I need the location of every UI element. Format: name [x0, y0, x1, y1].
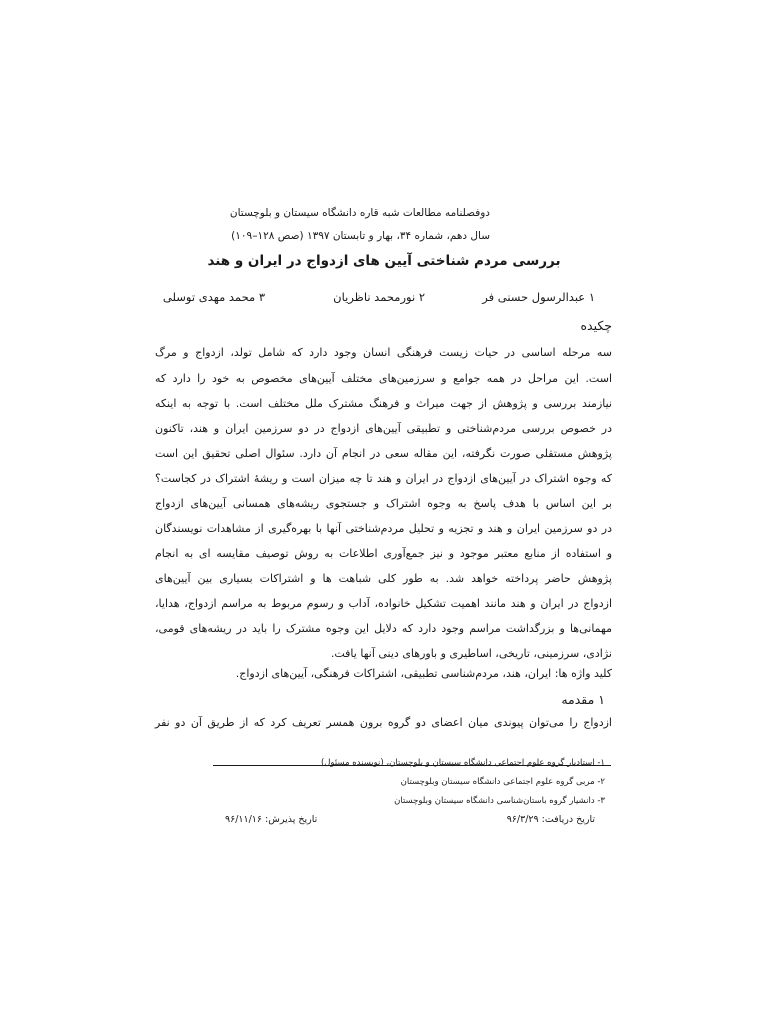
author-3: ۳ محمد مهدی توسلی: [162, 290, 265, 304]
section-heading-introduction: ۱ مقدمه: [561, 692, 605, 707]
abstract-line: نیازمند بررسی و پژوهش از جهت میراث و فرهنگ مشترک ملل مختلف است. با توجه به اینکه: [155, 397, 612, 410]
journal-issue: سال دهم، شماره ۳۴، بهار و تابستان ۱۳۹۷ (صص ۱۲۸–۱۰۹): [231, 230, 490, 242]
accepted-date: تاریخ پذیرش: ۹۶/۱۱/۱۶: [225, 814, 318, 825]
article-title: بررسی مردم شناختی آیین های ازدواج در ایران و هند: [207, 253, 561, 269]
footnote-2: ۲- مربی گروه علوم اجتماعی دانشگاه سیستان وبلوچستان: [400, 777, 605, 787]
abstract-line: مهمانی‌ها و بزرگداشت مراسم وجود دارد که دلایل این وجوه مشترک را باید در ریشه‌های قومی،: [155, 622, 612, 635]
keywords-line: کلید واژه ها: ایران، هند، مردم‌شناسی تطبیقی، اشتراکات فرهنگی، آیین‌های ازدواج.: [235, 667, 612, 680]
abstract-line: در خصوص بررسی مردم‌شناختی و تطبیقی آیین‌های ازدواج در دو سرزمین ایران و هند، تاکنون: [155, 422, 612, 435]
abstract-heading: چکیده: [580, 318, 612, 333]
author-2: ۲ نورمحمد ناظریان: [333, 290, 425, 304]
footnote-3: ۳- دانشیار گروه باستان‌شناسی دانشگاه سیستان وبلوچستان: [394, 796, 605, 806]
abstract-line: است. این مراحل در همه جوامع و سرزمین‌های مختلف آیین‌های مخصوص به خود را دارد که: [155, 372, 612, 385]
introduction-line: ازدواج را می‌توان پیوندی میان اعضای دو گروه برون همسر تعریف کرد که از طریق آن دو نفر: [155, 716, 612, 729]
abstract-line: در دو سرزمین ایران و هند و تجزیه و تحلیل مردم‌شناختی آنها با بهره‌گیری از مشاهدات نویسندگان: [155, 522, 612, 535]
author-1: ۱ عبدالرسول حسنی فر: [482, 290, 595, 304]
journal-name: دوفصلنامه مطالعات شبه قاره دانشگاه سیستان و بلوچستان: [229, 207, 490, 219]
abstract-line: بر این اساس با هدف پاسخ به وجوه اشتراک و جستجوی ریشه‌های همسانی آیین‌های ازدواج: [155, 497, 612, 510]
abstract-line: پژوهش مستقلی صورت نگرفته، این مقاله سعی در انجام آن دارد. سئوال اصلی تحقیق این است: [155, 447, 612, 460]
abstract-line: نژادی، سرزمینی، تاریخی، اساطیری و باورهای دینی آنها یافت.: [330, 647, 612, 660]
abstract-line: ازدواج در ایران و هند مانند اهمیت تشکیل خانواده، آداب و رسوم مربوط به مراسم ازدواج، هدایا،: [155, 597, 612, 610]
article-dates: [155, 814, 595, 828]
received-date: تاریخ دریافت: ۹۶/۳/۲۹: [506, 814, 595, 825]
footnote-1: ۱- استادیار گروه علوم اجتماعی دانشگاه سیستان و بلوچستان، (نویسنده مسئول): [320, 758, 605, 768]
author-list: [155, 290, 595, 306]
abstract-line: پژوهش حاضر پرداخته خواهد شد. به طور کلی شباهت ها و اشتراکات بسیاری بین آیین‌های: [155, 572, 612, 585]
abstract-line: و استفاده از منابع معتبر موجود و نیز جمع‌آوری اطلاعات به روش توصیف مقایسه ای به انجام: [155, 547, 612, 560]
abstract-line: سه مرحله اساسی در حیات زیست فرهنگی انسان وجود دارد که شامل تولد، ازدواج و مرگ: [155, 346, 612, 359]
abstract-line: که وجوه اشتراک در آیین‌های ازدواج در ایران و هند تا چه میزان است و ریشهٔ اشتراک در کجاست؟: [155, 472, 612, 485]
